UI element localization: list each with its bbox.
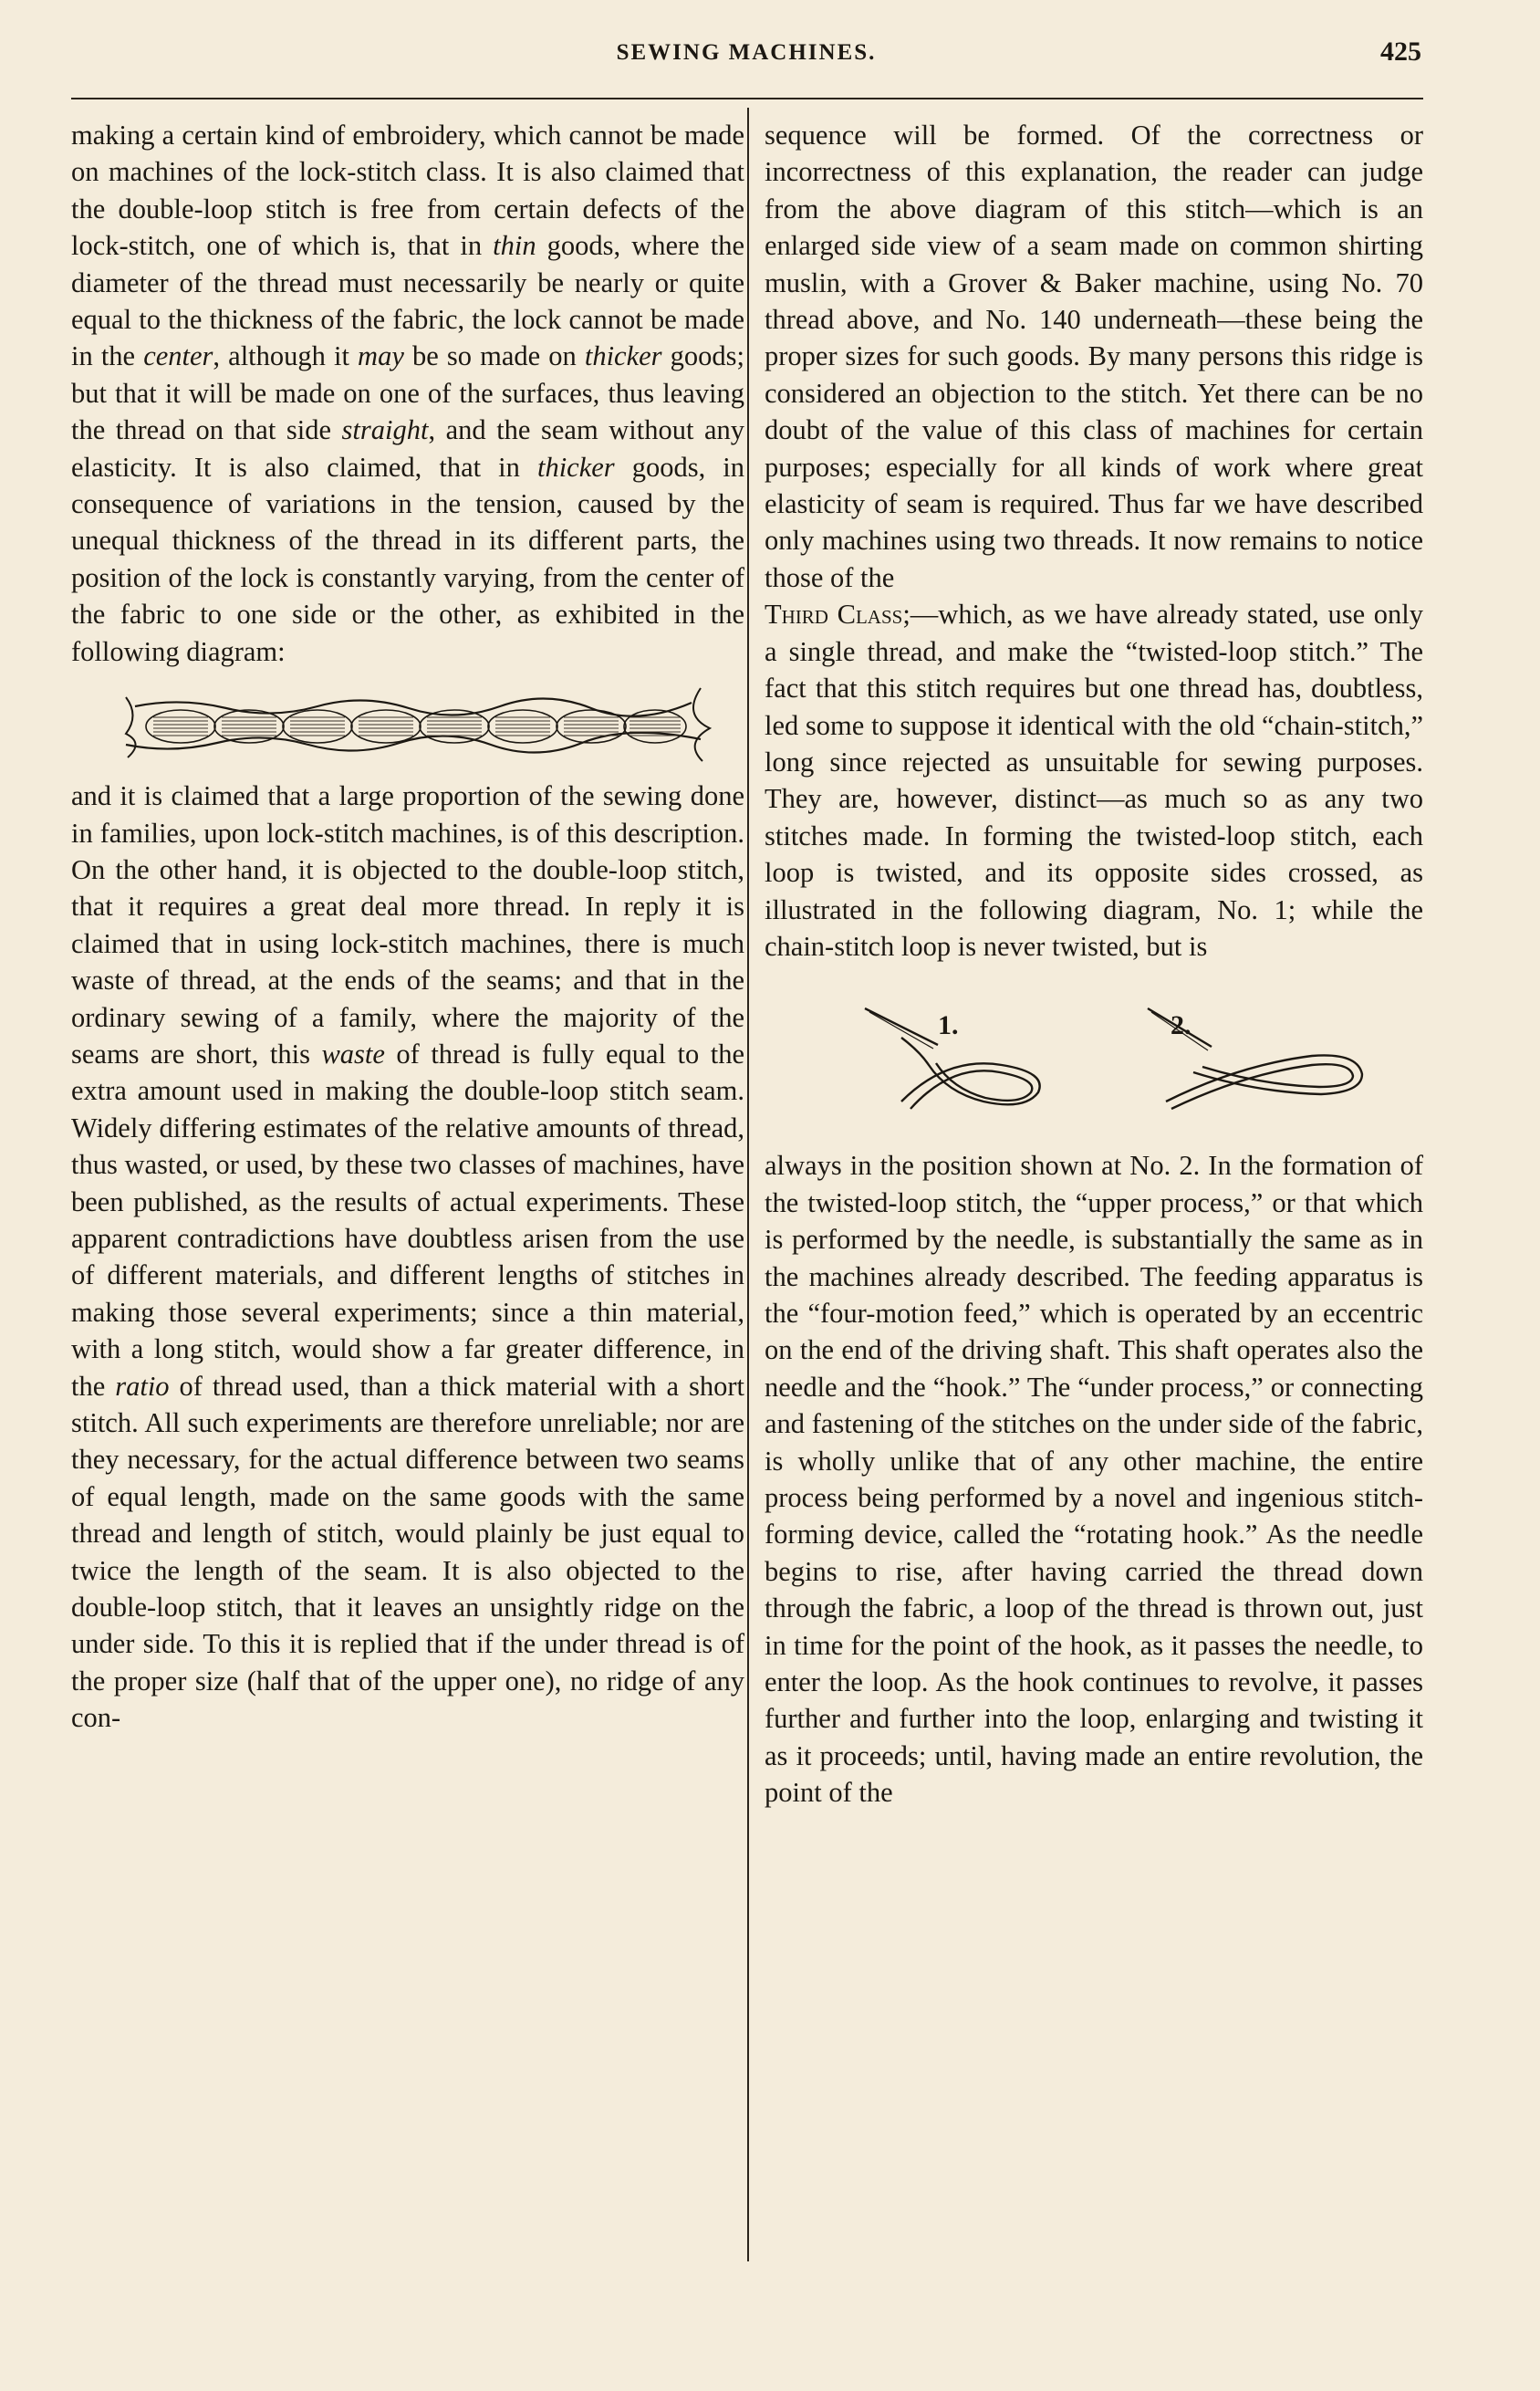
text-run: goods, in consequence of variations in the tension, caused by the unequal thickness of the thread in its different parts, the position of the lock is constantly varying, from the center of the fabric to one side or the other, as exhibited in the following diagram: — [71, 451, 745, 667]
running-head: SEWING MACHINES. — [616, 40, 877, 65]
text-run: goods; but that it will be made on one of the surfaces, thus leaving the thread on that side — [71, 340, 744, 446]
italic-text: thicker — [536, 451, 615, 483]
text-run: of thread is fully equal to the extra amount used in making the double-loop stitch seam. Widely differing estimates of the relative amounts of thread, thus wasted, or used, by these two classes of machines, have been published, as the results of actual experiments. These apparent contradictions have doubtless arisen from the use of different materials, and different lengths of stitches in making those several experiments; since a thin material, with a long stitch, would show a far greater difference, in the — [71, 1038, 745, 1402]
italic-text: may — [358, 340, 404, 372]
paragraph — [765, 596, 1423, 965]
paragraph — [71, 778, 744, 1737]
seam-thread-illustration — [126, 688, 710, 761]
italic-text: thin — [493, 230, 536, 262]
paragraph: sequence will be formed. Of the correctness or incorrectness of this explanation, the reader can judge from the above diagram of this stitch—which is an enlarged side view of a seam made on common shirting muslin, with a Grover & Baker machine, using No. 70 thread above, and No. 140 underneath—these being the proper sizes for such goods. By many persons this ridge is considered an objection to the stitch. Yet there can be no doubt of the value of this class of machines for certain purposes; especially for all kinds of work where great elasticity of seam is required. Thus far we have described only machines using two threads. It now remains to notice those of the — [765, 120, 1423, 593]
column-divider — [747, 108, 749, 2261]
page-header — [71, 35, 1421, 71]
text-run: ;—which, as we have already stated, use only a single thread, and make the “twisted-loop stitch.” The fact that this stitch requires but one thread has, doubtless, led some to suppose it identical with the old “chain-stitch,” long since rejected as unsuitable for sewing purposes. They are, however, distinct—as much so as any two stitches made. In forming the twisted-loop stitch, each loop is twisted, and its opposite sides crossed, as illustrated in the following diagram, No. 1; while the chain-stitch loop is never twisted, but is — [765, 599, 1423, 962]
italic-text: straight — [341, 414, 429, 446]
text-run: of thread used, than a thick material with a short stitch. All such experiments are therefore unreliable; nor are they necessary, for the actual difference between two seams of equal length, made on the same goods with the same thread and length of stitch, would plainly be just equal to twice the length of the seam. It is also objected to the double-loop stitch, that it leaves an unsightly ridge on the under side. To this it is replied that if the under thread is of the proper size (half that of the upper one), no ridge of any con- — [71, 1370, 745, 1734]
paragraph — [71, 117, 744, 670]
text-run: be so made on — [403, 340, 585, 372]
text-run: , although it — [213, 340, 359, 372]
italic-text: center — [143, 340, 213, 372]
italic-text: thicker — [584, 340, 662, 372]
chain-loop-figure — [1148, 1008, 1362, 1109]
text-run: and it is claimed that a large proportion of the sewing done in families, upon lock-stitch machines, is of this description. On the other hand, it is objected to the double-loop stitch, that it requires a great deal more thread. In reply it is claimed that in using lock-stitch machines, there is much waste of thread, at the ends of the seams; and that in the ordinary sewing of a family, where the majority of the seams are short, this — [71, 780, 744, 1070]
text-run: , and the seam without any elasticity. It is also claimed, that in — [71, 414, 744, 483]
figure-label-2: 2. — [1171, 1010, 1191, 1041]
paragraph: always in the position shown at No. 2. In the formation of the twisted-loop stitch, the “upper process,” or that which is performed by the needle, is substantially the same as in the machines already described. The feeding apparatus is the “four-motion feed,” which is operated by an eccentric on the end of the driving shaft. This shaft operates also the needle and the “hook.” The “under process,” or connecting and fastening of the stitches on the under side of the fabric, is wholly unlike that of any other machine, the entire process being performed by a novel and ingenious stitch-forming device, called the “rotating hook.” As the needle begins to rise, after having carried the thread down through the fabric, a loop of the thread is thrown out, just in time for the point of the hook, as it passes the needle, to enter the loop. As the hook continues to revolve, it passes further and further into the loop, enlarging and twisting it as it proceeds; until, having made an entire revolution, the point of the — [765, 1150, 1423, 1809]
left-column — [71, 117, 744, 1737]
header-rule — [71, 98, 1423, 99]
page-number: 425 — [1380, 37, 1421, 67]
right-column — [765, 117, 1423, 1812]
italic-text: waste — [321, 1038, 385, 1070]
twisted-loop-figure — [865, 1008, 1040, 1109]
seam-diagram — [71, 670, 744, 778]
text-run: goods, where the diameter of the thread must necessarily be nearly or quite equal to the thickness of the fabric, the lock cannot be made in the — [71, 230, 745, 372]
stitch-diagram — [765, 965, 1423, 1147]
section-heading-small-caps: Third Class — [765, 599, 903, 631]
figure-label-1: 1. — [938, 1010, 959, 1041]
text-run: making a certain kind of embroidery, which cannot be made on machines of the lock-stitch class. It is also claimed that the double-loop stitch is free from certain defects of the lock-stitch, one of which is, that in — [71, 120, 744, 262]
italic-text: ratio — [115, 1370, 170, 1402]
